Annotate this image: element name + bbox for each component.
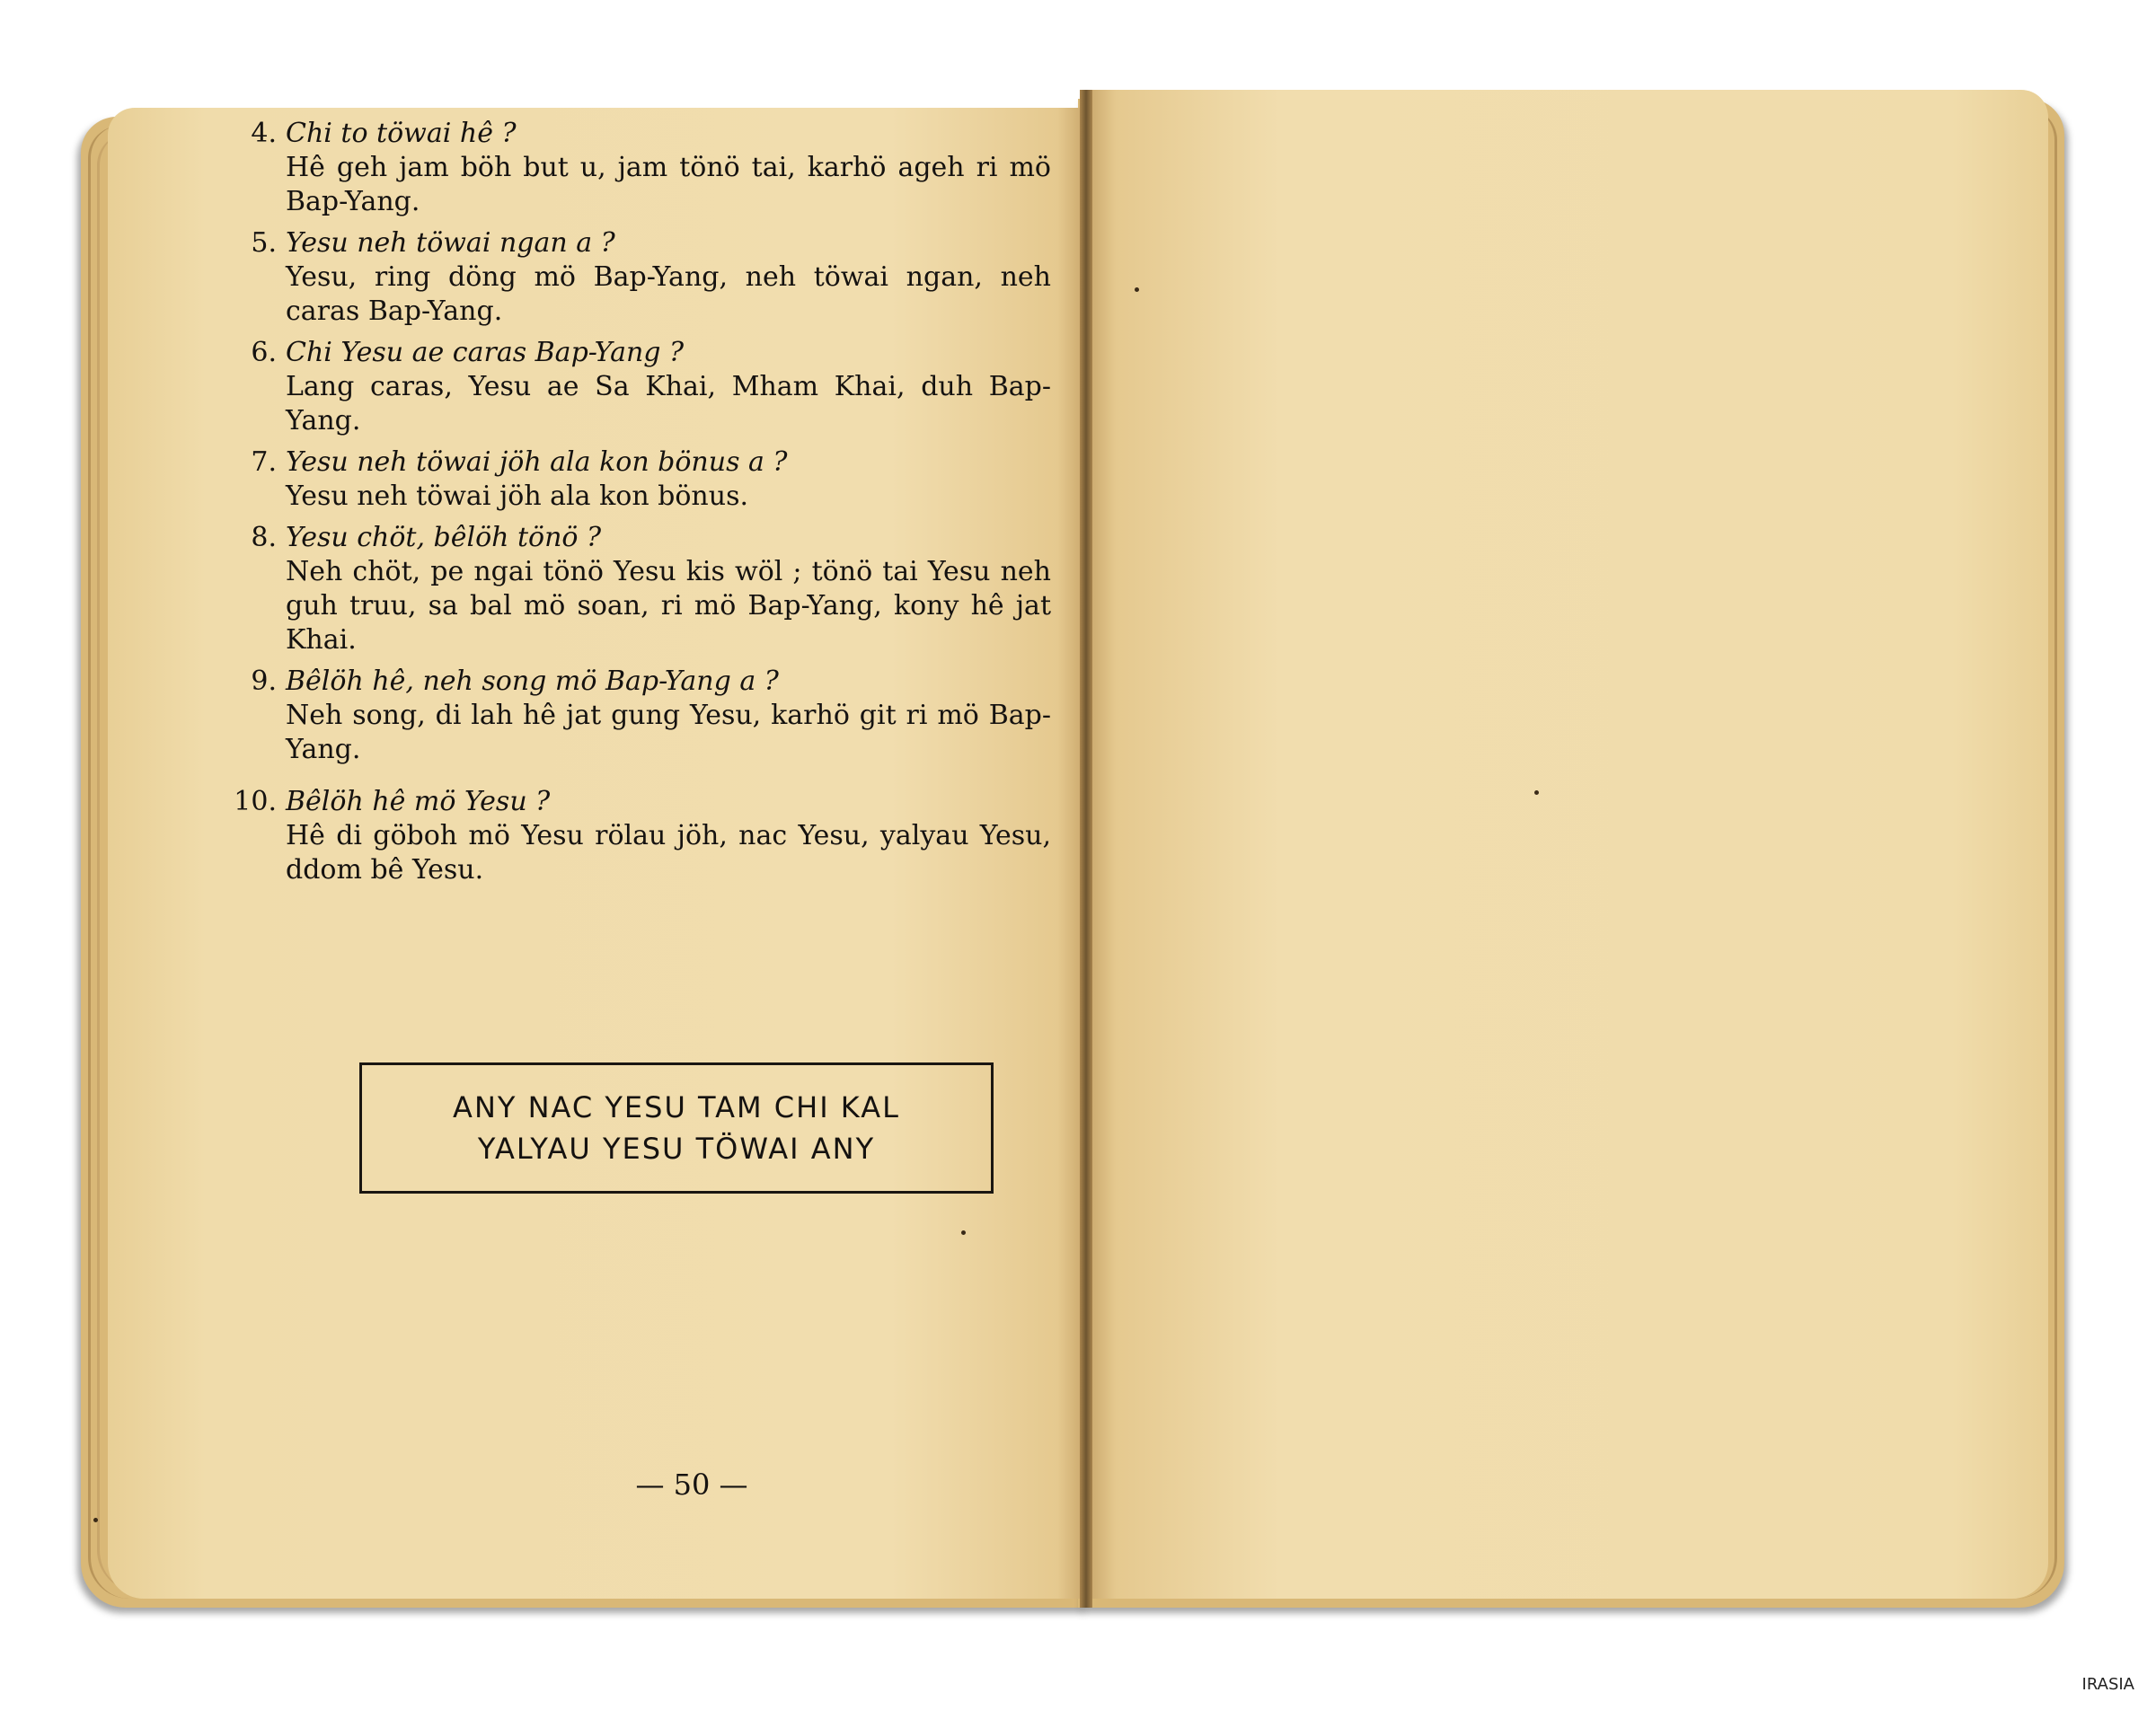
qa-item-4	[216, 117, 1051, 219]
answer-text: Hê geh jam böh but u, jam tönö tai, karhö ageh ri mö Bap-Yang.	[286, 152, 1051, 217]
catechism-list	[216, 117, 1051, 895]
paper-speck	[961, 1230, 966, 1235]
paper-speck	[1534, 790, 1539, 795]
answer-text: Hê di göboh mö Yesu rölau jöh, nac Yesu, yalyau Yesu, ddom bê Yesu.	[286, 820, 1051, 886]
book-gutter	[1080, 90, 1092, 1608]
page-number: — 50 —	[635, 1468, 748, 1502]
item-number: 9.	[251, 666, 277, 697]
boxed-verse	[359, 1062, 994, 1194]
question-text: Yesu chöt, bêlöh tönö ?	[286, 522, 602, 553]
question-text: Bêlöh hê mö Yesu ?	[286, 786, 551, 817]
qa-item-8	[216, 521, 1051, 657]
item-number: 4.	[251, 118, 277, 149]
qa-item-9	[216, 665, 1051, 767]
answer-text: Yesu neh töwai jöh ala kon bönus.	[286, 480, 749, 512]
item-number: 6.	[251, 337, 277, 368]
paper-speck	[1135, 287, 1139, 292]
item-number: 8.	[251, 522, 277, 553]
item-number: 10.	[234, 786, 277, 817]
answer-text: Yesu, ring döng mö Bap-Yang, neh töwai ngan, neh caras Bap-Yang.	[286, 261, 1051, 327]
qa-item-10	[216, 785, 1051, 887]
qa-item-7	[216, 445, 1051, 514]
question-text: Chi to töwai hê ?	[286, 118, 517, 149]
answer-text: Neh chöt, pe ngai tönö Yesu kis wöl ; tönö tai Yesu neh guh truu, sa bal mö soan, ri mö Bap-Yang, kony hê jat Khai.	[286, 556, 1051, 656]
question-text: Yesu neh töwai jöh ala kon bönus a ?	[286, 446, 788, 478]
question-text: Bêlöh hê, neh song mö Bap-Yang a ?	[286, 666, 779, 697]
paper-speck	[93, 1518, 98, 1522]
answer-text: Neh song, di lah hê jat gung Yesu, karhö git ri mö Bap-Yang.	[286, 700, 1051, 765]
item-number: 7.	[251, 446, 277, 478]
boxed-verse-line-2: YALYAU YESU TÖWAI ANY	[477, 1132, 876, 1166]
question-text: Chi Yesu ae caras Bap-Yang ?	[286, 337, 685, 368]
qa-item-5	[216, 226, 1051, 329]
boxed-verse-line-1: ANY NAC YESU TAM CHI KAL	[453, 1090, 900, 1124]
qa-item-6	[216, 336, 1051, 438]
answer-text: Lang caras, Yesu ae Sa Khai, Mham Khai, duh Bap-Yang.	[286, 371, 1051, 436]
watermark-credit: IRASIA	[2081, 1675, 2134, 1694]
question-text: Yesu neh töwai ngan a ?	[286, 227, 615, 259]
right-page	[1087, 90, 2048, 1599]
item-number: 5.	[251, 227, 277, 259]
